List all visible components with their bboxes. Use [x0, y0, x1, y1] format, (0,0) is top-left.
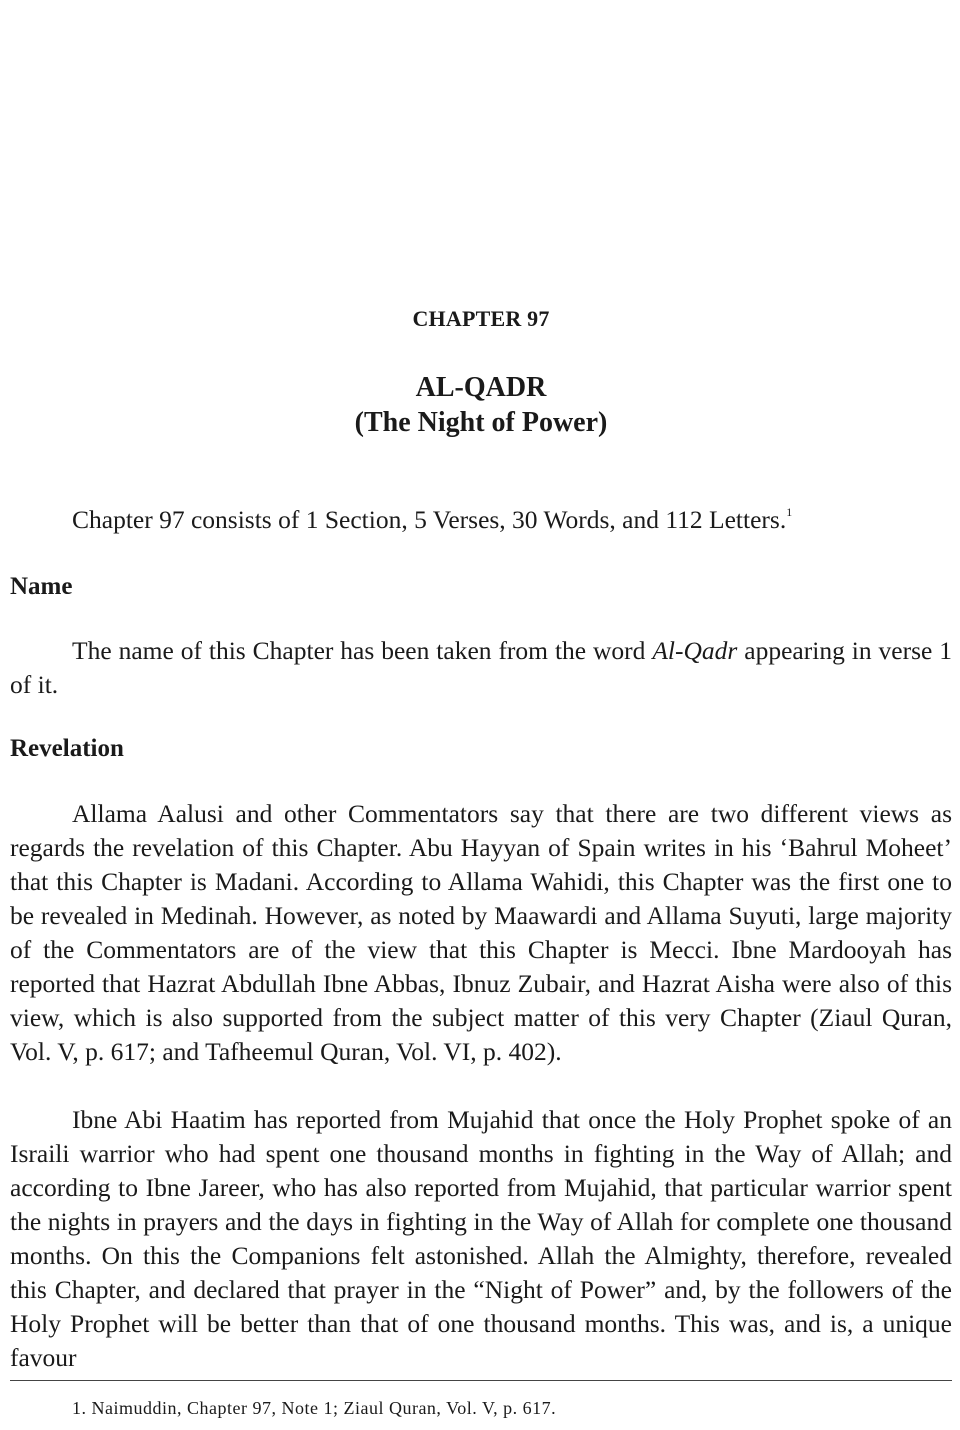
chapter-title: AL-QADR [415, 372, 547, 403]
name-text-after: appearing in verse 1 of it. [10, 636, 952, 699]
intro-text: Chapter 97 consists of 1 Section, 5 Verses, 30 Words, and 112 Letters. [72, 505, 787, 534]
chapter-label: CHAPTER 97 [412, 306, 550, 331]
footnote-ref: 1 [786, 505, 793, 519]
revelation-paragraph-1: Allama Aalusi and other Commentators say that there are two different views as regards the revelation of this Chapter. Abu Hayyan of Spain writes in his ‘Bahrul Moheet’ that this Chapter is Madani. According to Allama Wahidi, this Chapter was the first one to be revealed in Medinah. However, as noted by Maawardi and Allama Suyuti, large majority of the Commentators are of the view that this Chapter is Mecci. Ibne Mardooyah has reported that Hazrat Abdullah Ibne Abbas, Ibnuz Zubair, and Hazrat Aisha were also of this view, which is also supported from the subject matter of this very Chapter (Ziaul Quran, Vol. V, p. 617; and Tafheemul Quran, Vol. VI, p. 402). [10, 799, 952, 1066]
name-paragraph [10, 634, 952, 702]
name-text-before: The name of this Chapter has been taken from the word [72, 636, 653, 665]
footnote: 1. Naimuddin, Chapter 97, Note 1; Ziaul Quran, Vol. V, p. 617. [72, 1398, 557, 1418]
intro-paragraph [10, 503, 952, 537]
document-page [10, 0, 952, 1430]
revelation-heading: Revelation [10, 735, 124, 762]
name-heading: Name [10, 573, 73, 600]
revelation-paragraph-2: Ibne Abi Haatim has reported from Mujahid that once the Holy Prophet spoke of an Israili warrior who had spent one thousand months in fighting in the Way of Allah; and according to Ibne Jareer, who has also reported from Mujahid, that particular warrior spent the nights in prayers and the days in fighting in the Way of Allah for complete one thousand months. On this the Companions felt astonished. Allah the Almighty, therefore, revealed this Chapter, and declared that prayer in the “Night of Power” and, by the followers of the Holy Prophet will be better than that of one thousand months. This was, and is, a unique favour [10, 1105, 952, 1372]
chapter-subtitle: (The Night of Power) [354, 407, 608, 438]
chapter-title-block [10, 370, 952, 440]
name-italic-term: Al-Qadr [652, 636, 738, 665]
footnote-divider [10, 1380, 952, 1381]
